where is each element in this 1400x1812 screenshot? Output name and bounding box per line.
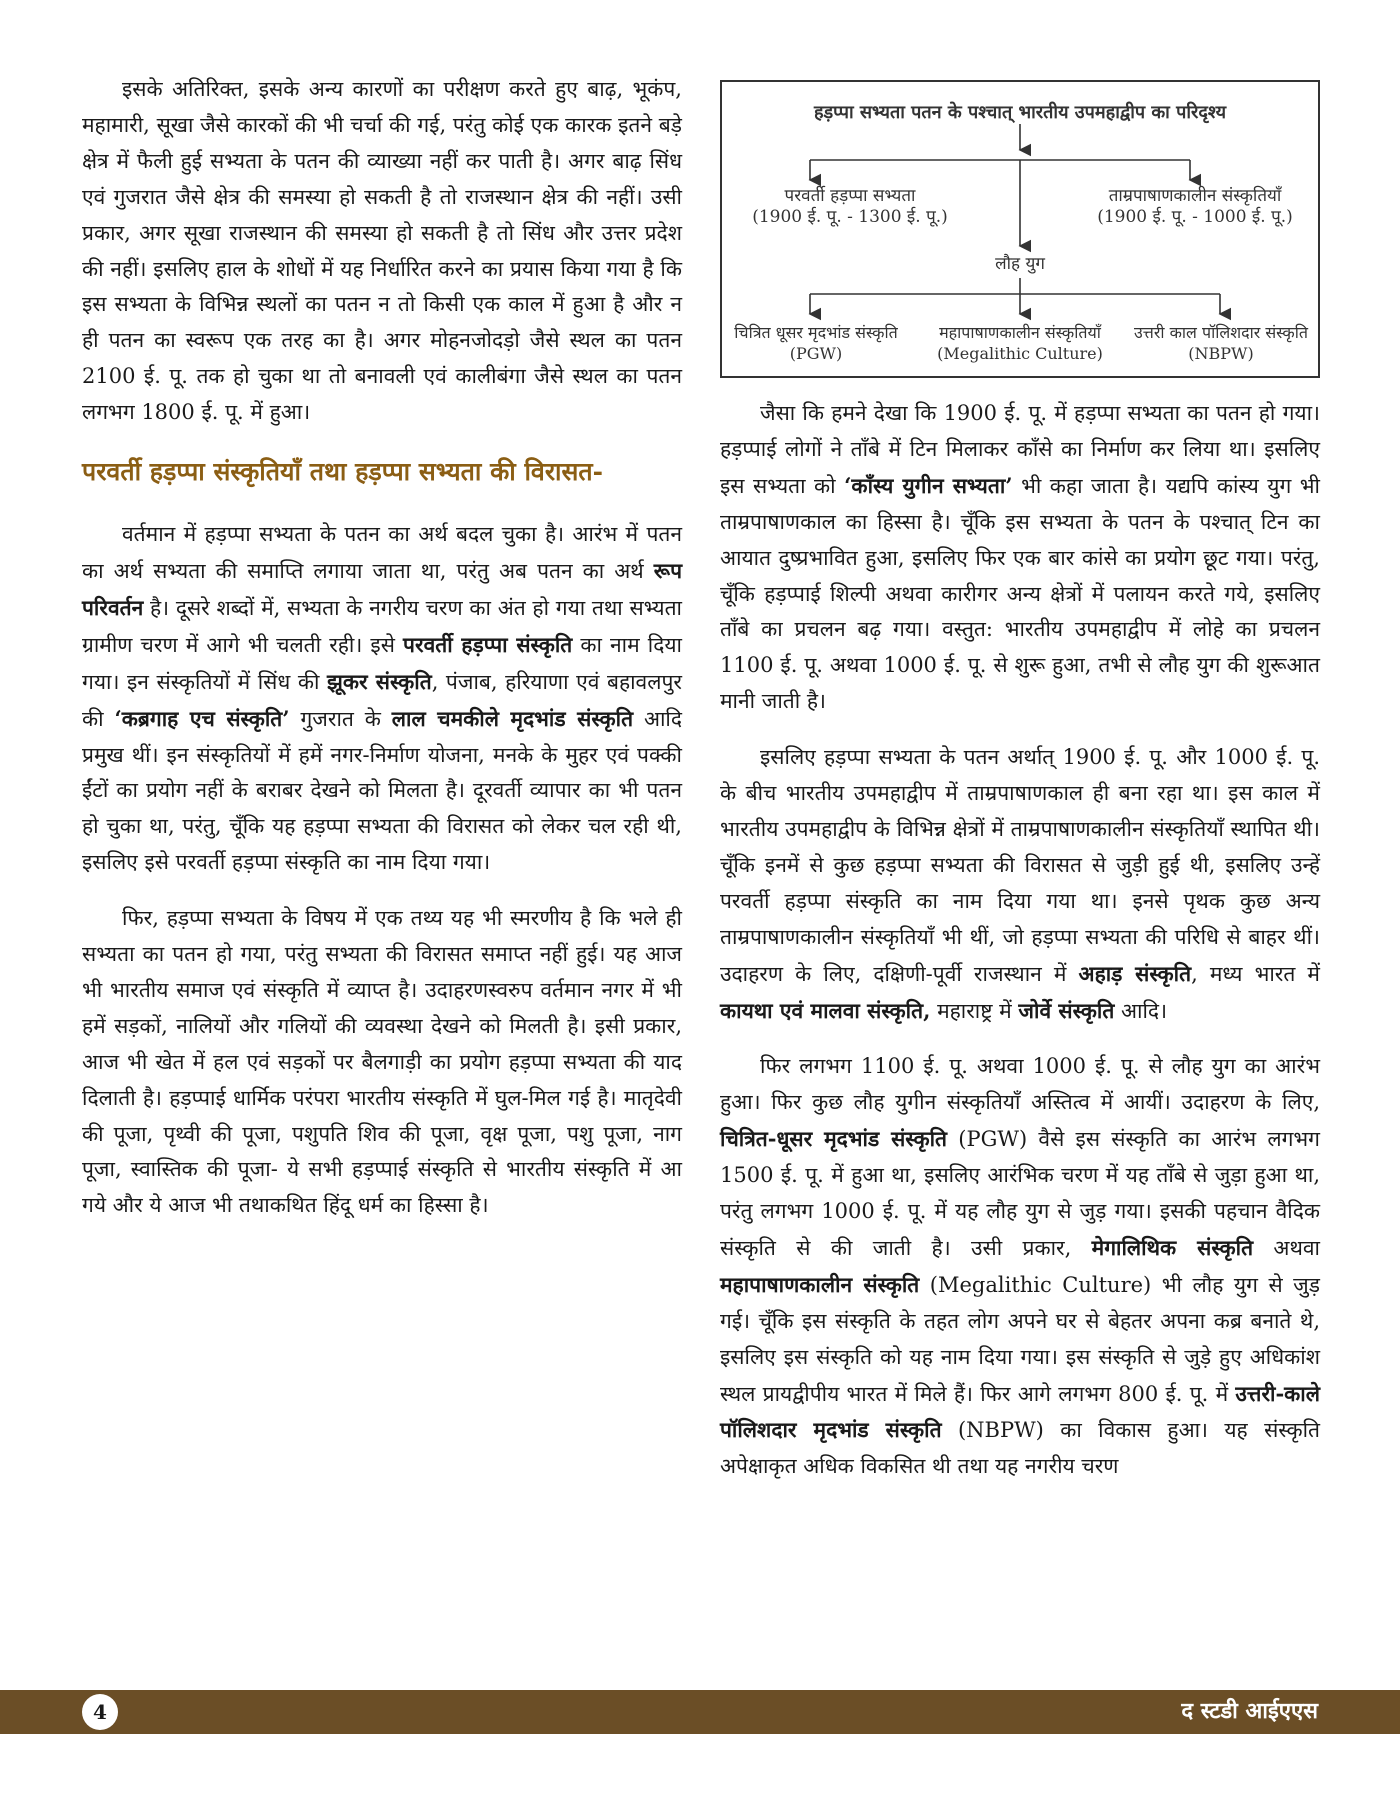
node-bottom-right-label: उत्तरी काल पॉलिशदार संस्कृति bbox=[1134, 323, 1308, 342]
left-paragraph-1: इसके अतिरिक्त, इसके अन्य कारणों का परीक्षण करते हुए बाढ़, भूकंप, महामारी, सूखा जैसे कारकों की भी चर्चा की गई, परंतु कोई एक कारक इतने बड़े क्षेत्र में फैली हुई सभ्यता के पतन की व्याख्या नहीं कर पाती है। अगर बाढ़ सिंध एवं गुजरात जैसे क्षेत्र की समस्या हो सकती है तो राजस्थान क्षेत्र की नहीं। उसी प्रकार, अगर सूखा राजस्थान की समस्या हो सकती है तो सिंध और उत्तर प्रदेश की नहीं। इसलिए हाल के शोधों में यह निर्धारित करने का प्रयास किया गया है कि इस सभ्यता के विभिन्न स्थलों का पतन न तो किसी एक काल में हुआ है और न ही पतन का स्वरूप एक तरह का है। अगर मोहनजोदड़ो जैसे स्थल का पतन 2100 ई. पू. तक हो चुका था तो बनावली एवं कालीबंगा जैसे स्थल का पतन लगभग 1800 ई. पू. में हुआ। bbox=[82, 77, 682, 425]
node-bottom-center-en: (Megalithic Culture) bbox=[937, 344, 1103, 363]
node-left bbox=[740, 186, 960, 228]
bold-term: झूकर संस्कृति bbox=[326, 668, 432, 694]
bold-term: ‘कब्रगाह एच संस्कृति’ bbox=[114, 705, 290, 731]
text-segment: (NBPW) का विकास हुआ। यह संस्कृति अपेक्षाकृत अधिक विकसित थी तथा यह नगरीय चरण bbox=[720, 1418, 1320, 1479]
bold-term: लाल चमकीले मृदभांड संस्कृति bbox=[391, 705, 634, 731]
text-segment: , पंजाब, हरियाणा एवं बहावलपुर की bbox=[82, 669, 682, 731]
bold-term: मेगालिथिक संस्कृति bbox=[1091, 1234, 1254, 1260]
text-segment: (Megalithic Culture) भी लौह युग से जुड़ गई। चूँकि इस संस्कृति के तहत लोग अपने घर से बेहतर अपना कब्र बनाते थे, इसलिए इस संस्कृति को यह नाम दिया गया। इस संस्कृति से जुड़े हुए अधिकांश स्थल प्रायद्वीपीय भारत में मिले हैं। फिर आगे लगभग 800 ई. पू. में bbox=[720, 1272, 1321, 1406]
node-bottom-center bbox=[920, 322, 1120, 364]
bold-term: जोर्वे संस्कृति bbox=[1018, 997, 1115, 1023]
bold-term: कायथा एवं मालवा संस्कृति, bbox=[720, 997, 931, 1023]
node-bottom-right-abbr: (NBPW) bbox=[1188, 344, 1254, 363]
node-right-dates: (1900 ई. पू. - 1000 ई. पू.) bbox=[1097, 207, 1293, 227]
text-segment: है। दूसरे शब्दों में, सभ्यता के नगरीय चरण का अंत हो गया तथा सभ्यता ग्रामीण चरण में आगे भी चलती रही। इसे bbox=[82, 595, 682, 657]
flow-diagram bbox=[720, 80, 1320, 378]
text-segment: आदि। bbox=[1114, 998, 1168, 1023]
text-segment: का नाम दिया गया। इन संस्कृतियों में सिंध की bbox=[82, 632, 682, 694]
text-segment: भी कहा जाता है। यद्यपि कांस्य युग भी ताम्रपाषाणकाल का हिस्सा है। चूँकि इस सभ्यता के पतन के पश्चात् टिन का आयात दुष्प्रभावित हुआ, इसलिए फिर एक बार कांसे का प्रयोग छूट गया। परंतु, चूँकि हड़प्पाई शिल्पी अथवा कारीगर अन्य क्षेत्रों में पलायन करते गये, इसलिए ताँबे का प्रचलन बढ़ गया। वस्तुत: भारतीय उपमहाद्वीप में लोहे का प्रचलन 1100 ई. पू. अथवा 1000 ई. पू. से शुरू हुआ, तभी से लौह युग की शुरूआत मानी जाती है। bbox=[720, 473, 1321, 714]
right-paragraph-1 bbox=[720, 396, 1320, 720]
node-bottom-right bbox=[1128, 322, 1314, 364]
right-paragraph-2 bbox=[720, 740, 1320, 1029]
text-segment: जैसा कि हमने देखा कि 1900 ई. पू. में हड़प्पा सभ्यता का पतन हो गया। हड़प्पाई लोगों ने ताँबे में टिन मिलाकर काँसे का निर्माण कर लिया था। इसलिए इस सभ्यता को bbox=[720, 401, 1320, 498]
node-bottom-left-abbr: (PGW) bbox=[789, 344, 843, 363]
left-column bbox=[82, 72, 682, 1244]
node-right bbox=[1080, 186, 1310, 228]
bold-term: महापाषाणकालीन संस्कृति bbox=[720, 1271, 920, 1297]
bold-term: रूप परिवर्तन bbox=[82, 557, 682, 620]
bold-term: परवर्ती हड़प्पा संस्कृति bbox=[403, 631, 573, 657]
left-paragraph-2 bbox=[82, 517, 682, 881]
text-segment: वर्तमान में हड़प्पा सभ्यता के पतन का अर्थ बदल चुका है। आरंभ में पतन का अर्थ सभ्यता की समाप्ति लगाया जाता था, परंतु अब पतन का अर्थ bbox=[82, 522, 682, 583]
node-left-dates: (1900 ई. पू. - 1300 ई. पू.) bbox=[752, 207, 948, 227]
text-segment: फिर लगभग 1100 ई. पू. अथवा 1000 ई. पू. से लौह युग का आरंभ हुआ। फिर कुछ लौह युगीन संस्कृतियाँ अस्तित्व में आयीं। उदाहरण के लिए, bbox=[720, 1054, 1320, 1115]
text-segment: अथवा bbox=[1253, 1235, 1320, 1260]
node-left-label: परवर्ती हड़प्पा सभ्यता bbox=[784, 186, 916, 206]
diagram-title: हड़प्पा सभ्यता पतन के पश्चात् भारतीय उपमहाद्वीप का परिदृश्य bbox=[813, 102, 1227, 123]
node-center: लौह युग bbox=[995, 254, 1045, 274]
bold-term: चित्रित-धूसर मृदभांड संस्कृति bbox=[720, 1126, 948, 1152]
node-bottom-center-label: महापाषाणकालीन संस्कृतियाँ bbox=[939, 323, 1101, 342]
right-paragraph-3 bbox=[720, 1049, 1320, 1485]
node-bottom-left bbox=[726, 322, 906, 364]
node-bottom-left-label: चित्रित धूसर मृदभांड संस्कृति bbox=[734, 323, 898, 342]
page-number: 4 bbox=[82, 1694, 118, 1730]
section-heading: परवर्ती हड़प्पा संस्कृतियाँ तथा हड़प्पा सभ्यता की विरासत- bbox=[82, 457, 604, 487]
left-paragraph-3: फिर, हड़प्पा सभ्यता के विषय में एक तथ्य यह भी स्मरणीय है कि भले ही सभ्यता का पतन हो गया, परंतु सभ्यता की विरासत समाप्त नहीं हुई। यह आज भी भारतीय समाज एवं संस्कृति में व्याप्त है। उदाहरणस्वरुप वर्तमान नगर में भी हमें सड़कों, नालियों और गलियों की व्यवस्था देखने को मिलती है। इसी प्रकार, आज भी खेत में हल एवं सड़कों पर बैलगाड़ी का प्रयोग हड़प्पा सभ्यता की याद दिलाती है। हड़प्पाई धार्मिक परंपरा भारतीय संस्कृति में घुल-मिल गई है। मातृदेवी की पूजा, पृथ्वी की पूजा, पशुपति शिव की पूजा, वृक्ष पूजा, पशु पूजा, नाग पूजा, स्वास्तिक की पूजा- ये सभी हड़प्पाई संस्कृति से भारतीय संस्कृति में आ गये और ये आज भी तथाकथित हिंदू धर्म का हिस्सा है। bbox=[82, 906, 682, 1218]
bold-term: अहाड़ संस्कृति bbox=[1078, 960, 1192, 986]
text-segment: इसलिए हड़प्पा सभ्यता के पतन अर्थात् 1900 ई. पू. और 1000 ई. पू. के बीच भारतीय उपमहाद्वीप में ताम्रपाषाणकाल ही बना रहा था। इस काल में भारतीय उपमहाद्वीप के विभिन्न क्षेत्रों में ताम्रपाषाणकालीन संस्कृतियाँ स्थापित थी। चूँकि इनमें से कुछ हड़प्पा सभ्यता की विरासत से जुड़ी हुई थी, इसलिए उन्हें परवर्ती हड़प्पा संस्कृति का नाम दिया गया था। इनसे पृथक कुछ अन्य ताम्रपाषाणकालीन संस्कृतियाँ भी थीं, जो हड़प्पा सभ्यता की परिधि से बाहर थीं। उदाहरण के लिए, दक्षिणी-पूर्वी राजस्थान में bbox=[720, 745, 1320, 986]
text-segment: गुजरात के bbox=[289, 706, 392, 731]
bold-term: ‘काँस्य युगीन सभ्यता’ bbox=[844, 472, 1013, 498]
text-segment: महाराष्ट्र में bbox=[930, 998, 1019, 1023]
text-segment: (PGW) वैसे इस संस्कृति का आरंभ लगभग 1500 ई. पू. में हुआ था, इसलिए आरंभिक चरण में यह ताँबे से जुड़ा हुआ था, परंतु लगभग 1000 ई. पू. में यह लौह युग से जुड़ गया। इसकी पहचान वैदिक संस्कृति से की जाती है। उसी प्रकार, bbox=[720, 1127, 1320, 1260]
right-column bbox=[720, 396, 1320, 1505]
node-right-label: ताम्रपाषाणकालीन संस्कृतियाँ bbox=[1108, 186, 1282, 206]
text-segment: , मध्य भारत में bbox=[1191, 961, 1320, 986]
bold-term: उत्तरी-काले पॉलिशदार मृदभांड संस्कृति bbox=[720, 1380, 1320, 1443]
text-segment: आदि प्रमुख थीं। इन संस्कृतियों में हमें नगर-निर्माण योजना, मनके के मुहर एवं पक्की ईंटों का प्रयोग नहीं के बराबर देखने को मिलता है। दूरवर्ती व्यापार का भी पतन हो चुका था, परंतु, चूँकि यह हड़प्पा सभ्यता की विरासत को लेकर चल रही थी, इसलिए इसे परवर्ती हड़प्पा संस्कृति का नाम दिया गया। bbox=[82, 706, 682, 875]
footer-brand: द स्टडी आईएएस bbox=[1181, 1699, 1318, 1724]
